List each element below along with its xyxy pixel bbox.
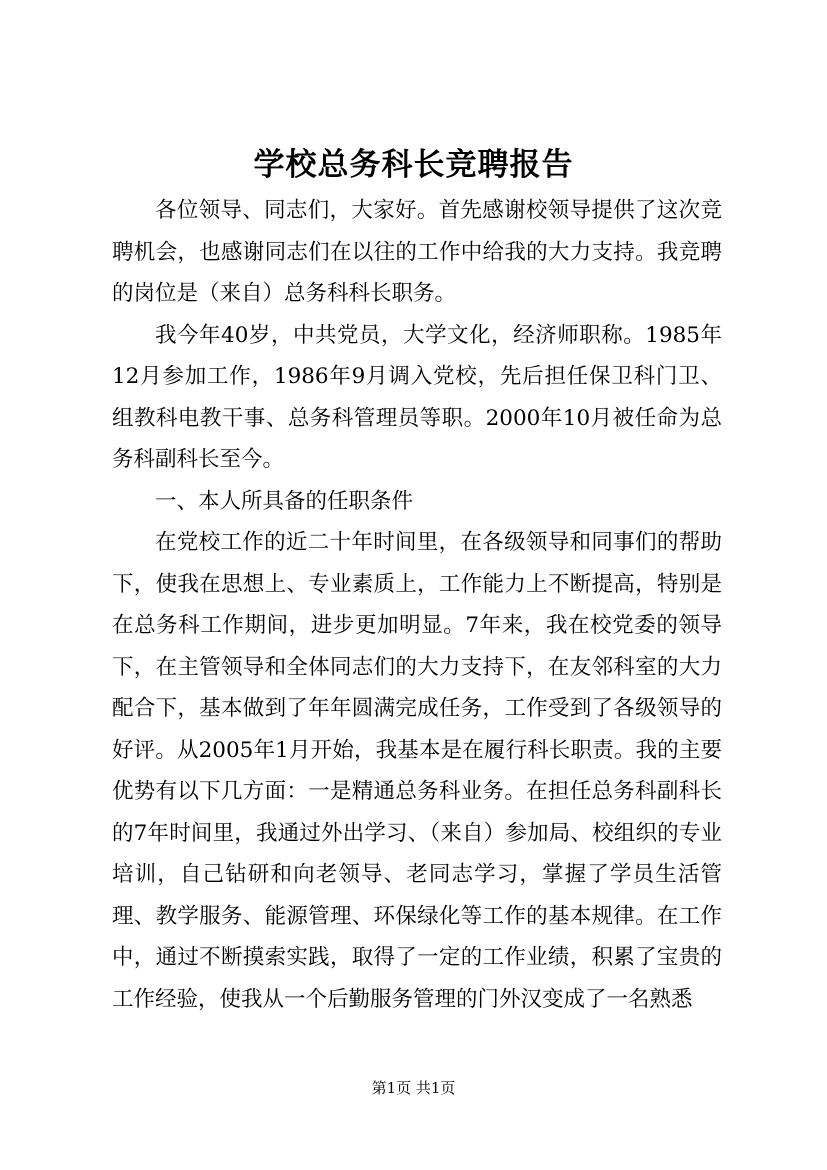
paragraph-greeting: 各位领导、同志们，大家好。首先感谢校领导提供了这次竞聘机会，也感谢同志们在以往的工作中给我的大力支持。我竞聘的岗位是（来自）总务科科长职务。 xyxy=(112,198,722,306)
paragraph-background: 我今年40岁，中共党员，大学文化，经济师职称。1985年12月参加工作，1986年9月调入党校，先后担任保卫科门卫、组教科电教干事、总务科管理员等职。2000年10月被任命为总务科副科长至今。 xyxy=(112,322,722,472)
paragraph-qualifications: 在党校工作的近二十年时间里，在各级领导和同事们的帮助下，使我在思想上、专业素质上，工作能力上不断提高，特别是在总务科工作期间，进步更加明显。7年来，我在校党委的领导下，在主管领导和全体同志们的大力支持下，在友邻科室的大力配合下，基本做到了年年圆满完成任务，工作受到了各级领导的好评。从2005年1月开始，我基本是在履行科长职责。我的主要优势有以下几方面：一是精通总务科业务。在担任总务科副科长的7年时间里，我通过外出学习、（来自）参加局、校组织的专业培训，自己钻研和向老领导、老同志学习，掌握了学员生活管理、教学服务、能源管理、环保绿化等工作的基本规律。在工作中，通过不断摸索实践，取得了一定的工作业绩，积累了宝贵的工作经验，使我从一个后勤服务管理的门外汉变成了一名熟悉 xyxy=(112,530,722,1012)
section-heading: 一、本人所具备的任职条件 xyxy=(155,488,414,514)
document-title: 学校总务科长竞聘报告 xyxy=(253,147,574,183)
document-body xyxy=(112,190,722,1020)
page-footer: 第1页 共1页 xyxy=(371,1079,456,1097)
